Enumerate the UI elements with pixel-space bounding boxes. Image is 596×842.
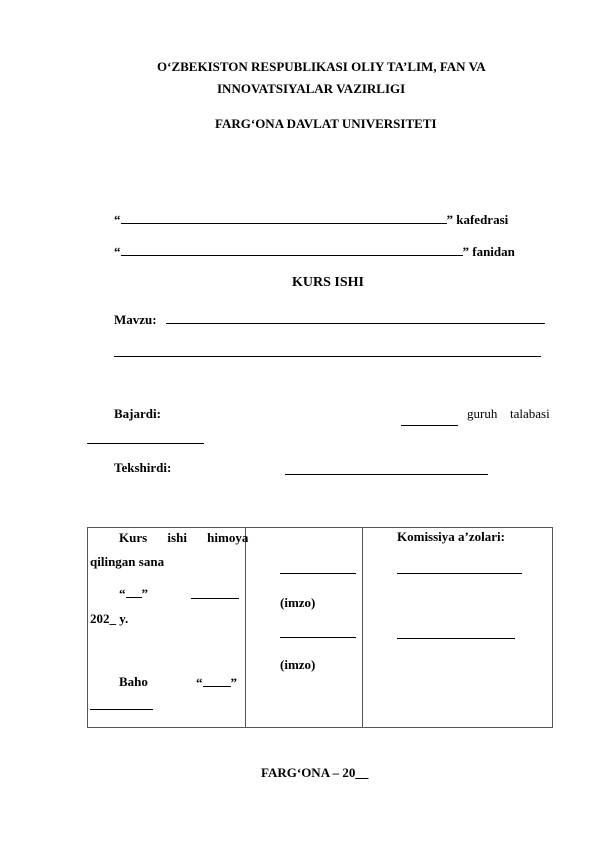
grade-close-quote: ” [230, 675, 237, 690]
subject-open-quote: “ [114, 244, 121, 259]
department-blank[interactable] [121, 211, 447, 224]
signature-label-2: (imzo) [280, 657, 316, 672]
subject-blank[interactable] [121, 243, 463, 256]
subject-suffix: ” fanidan [462, 244, 515, 259]
signature-blank-1[interactable] [280, 573, 356, 574]
member-blank-1[interactable] [397, 573, 522, 574]
date-close-quote: ” [141, 586, 148, 601]
ministry-line-2: INNOVATSIYALAR VAZIRLIGI [217, 81, 406, 96]
grade-words-blank[interactable] [90, 709, 153, 710]
date-open-quote: “ [119, 586, 126, 601]
grade-line [196, 674, 237, 691]
signature-blank-2[interactable] [280, 637, 356, 638]
commission-table [87, 527, 553, 728]
defense-date-line [119, 585, 148, 602]
student-word: talabasi [510, 406, 550, 421]
student-name-blank[interactable] [87, 443, 204, 444]
grade-label: Baho [119, 674, 148, 689]
department-line [114, 211, 508, 228]
signature-label-1: (imzo) [280, 595, 316, 610]
group-blank[interactable] [401, 425, 458, 426]
signature-cell [246, 528, 363, 728]
date-day-blank[interactable] [126, 585, 142, 598]
defended-word-kurs: Kurs ishi himoya [119, 530, 249, 545]
defense-year: 202_ y. [90, 611, 129, 626]
footer-year-blank[interactable]: __ [355, 765, 369, 780]
department-suffix: ” kafedrasi [446, 212, 509, 227]
member-blank-2[interactable] [397, 638, 515, 639]
department-open-quote: “ [114, 212, 121, 227]
subject-line [114, 243, 515, 260]
performed-by-label: Bajardi: [114, 406, 161, 421]
topic-label: Mavzu: [114, 312, 157, 327]
group-word: guruh [467, 406, 498, 421]
commission-members-cell [363, 528, 553, 728]
date-month-blank[interactable] [191, 598, 239, 599]
document-title: KURS ISHI [292, 275, 364, 290]
defended-line-2: qilingan sana [90, 554, 165, 569]
footer-city-year [261, 765, 368, 781]
topic-blank-line-2[interactable] [114, 356, 541, 357]
commission-members-label: Komissiya a’zolari: [397, 529, 505, 544]
checked-by-blank[interactable] [285, 474, 488, 475]
grade-blank[interactable] [203, 674, 231, 687]
university-name: FARG‘ONA DAVLAT UNIVERSITETI [215, 116, 437, 131]
checked-by-label: Tekshirdi: [114, 460, 172, 475]
topic-blank-line-1[interactable] [166, 323, 545, 324]
ministry-line-1: O‘ZBEKISTON RESPUBLIKASI OLIY TA’LIM, FAN VA [157, 59, 486, 74]
footer-city-text: FARG‘ONA – 20 [261, 765, 356, 780]
grade-open-quote: “ [196, 675, 203, 690]
defense-info-cell [88, 528, 249, 728]
